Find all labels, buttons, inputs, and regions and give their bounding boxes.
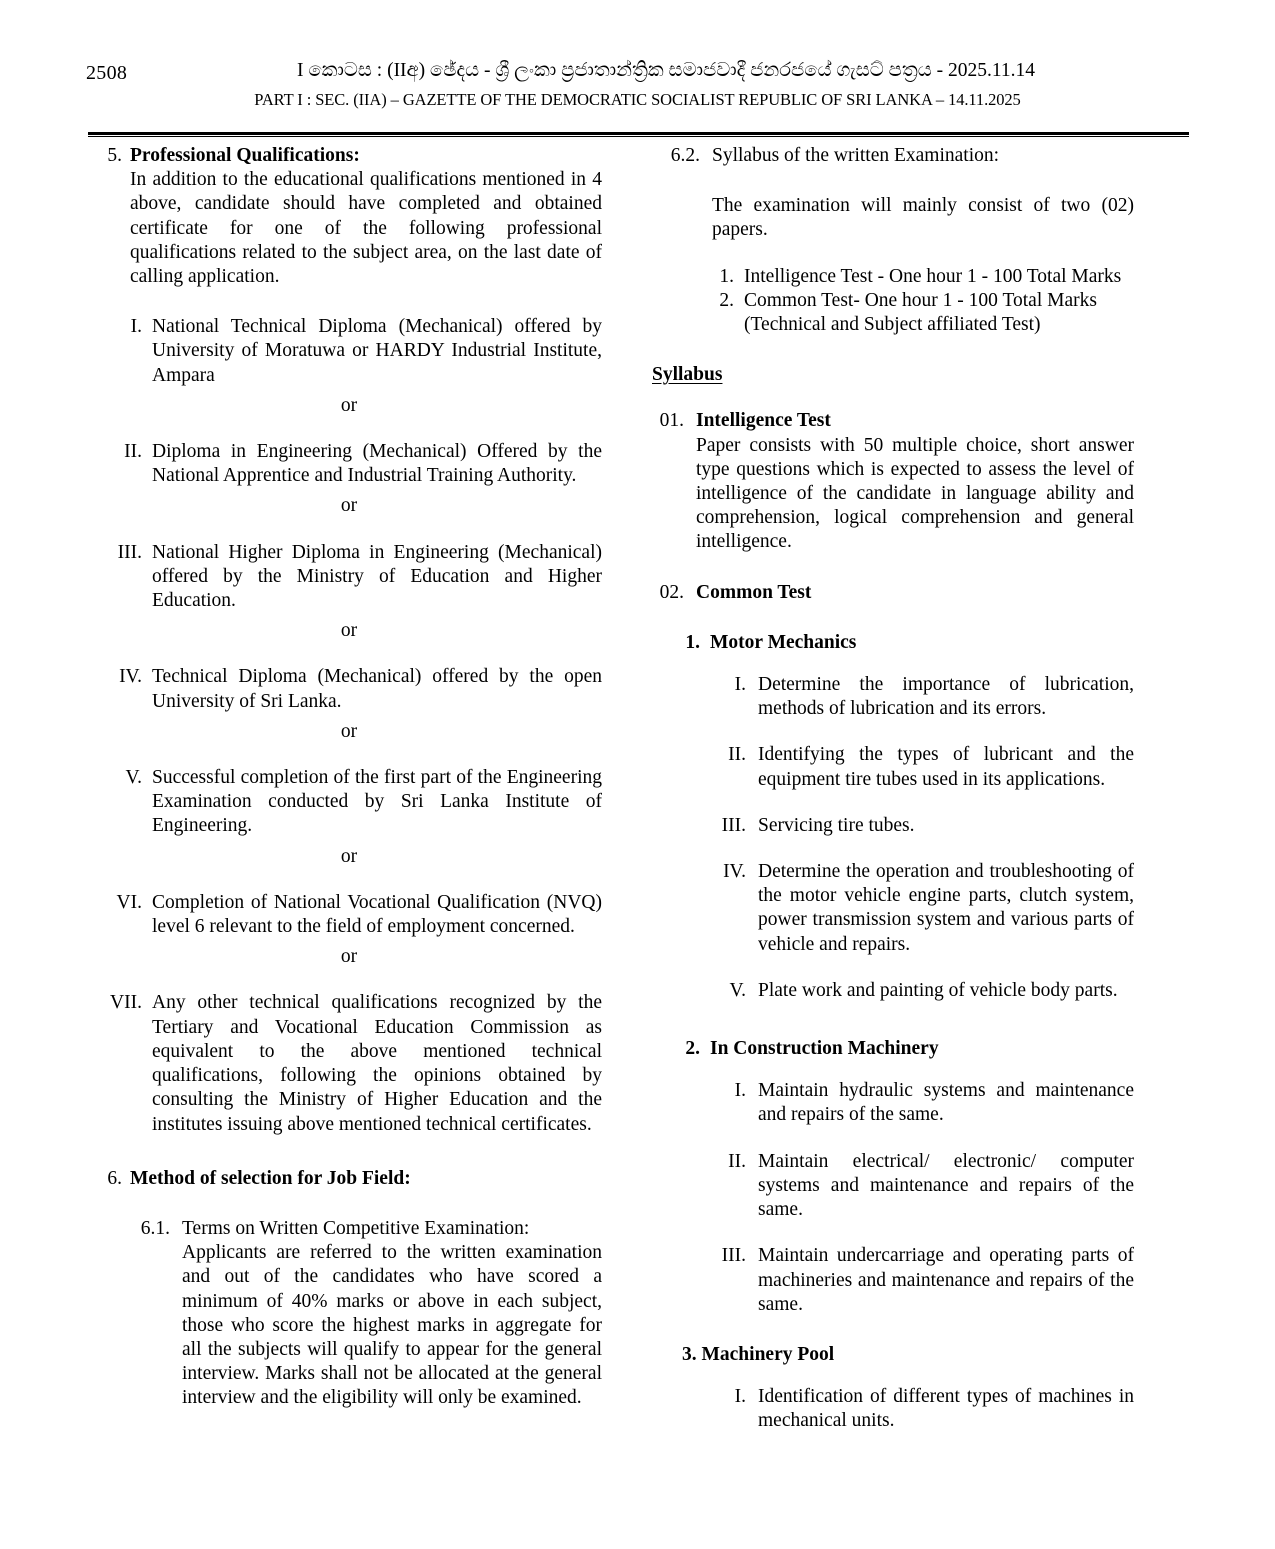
subject-topic — [704, 979, 1134, 1003]
subject-number: 1. — [685, 631, 700, 653]
syllabus-item-number: 02. — [659, 581, 684, 603]
subject-topic — [704, 860, 1134, 957]
section-6-2-heading — [652, 144, 1134, 168]
subject-heading — [682, 1343, 1134, 1367]
section-5-intro-text: In addition to the educational qualifications mentioned in 4 above, candidate should have completed and obtained certificate for one of the following professional qualifications related to the subject area, on the last date of calling application. — [130, 169, 602, 288]
qualification-marker: II. — [124, 441, 142, 463]
qualification-text: Completion of National Vocational Qualification (NVQ) level 6 relevant to the field of employment concerned. — [152, 891, 602, 938]
subject-topic-marker: I. — [734, 1080, 746, 1102]
qualification-marker: VI. — [116, 891, 142, 913]
page-header — [86, 56, 1189, 116]
subject-topic-text: Identifying the types of lubricant and the equipment tire tubes used in its applications. — [758, 744, 1134, 790]
subject-topic-text: Determine the importance of lubrication, methods of lubrication and its errors. — [758, 674, 1134, 720]
section-5-intro — [96, 168, 602, 289]
subject-topic-marker: II. — [728, 1150, 746, 1172]
section-6-1-text: Applicants are referred to the written examination and out of the candidates who have scored a minimum of 40% marks or above in each subject, those who score the highest marks in aggregate for all the subjects will qualify to appear for the general interview. Marks shall not be allocated at the general interview and the eligibility will only be examined. — [182, 1242, 602, 1409]
subject-topic — [704, 814, 1134, 838]
exam-paper-marker: 2. — [719, 289, 734, 311]
subject-topic-marker: IV. — [723, 861, 746, 883]
subject-topic-marker: I. — [734, 1386, 746, 1408]
section-6-2-intro — [652, 194, 1134, 242]
subject-number: 3. — [682, 1343, 697, 1365]
or-separator: or — [340, 620, 358, 642]
qualification-text: Successful completion of the first part of the Engineering Examination conducted by Sri Lanka Institute of Engineering. — [152, 767, 602, 837]
or-separator: or — [340, 720, 358, 742]
section-6-1-number: 6.1. — [140, 1217, 170, 1239]
qualification-item — [96, 891, 602, 939]
subject-topic-text: Identification of different types of machines in mechanical units. — [758, 1386, 1134, 1432]
subject-topic — [704, 673, 1134, 721]
syllabus-heading — [652, 363, 1134, 387]
section-6-2-intro-text: The examination will mainly consist of two (02) papers. — [712, 195, 1134, 241]
qualification-marker: VII. — [110, 992, 142, 1014]
qualification-item — [96, 991, 602, 1136]
qualification-text: National Technical Diploma (Mechanical) offered by University of Moratuwa or HARDY Industrial Institute, Ampara — [152, 316, 602, 386]
syllabus-item-body — [652, 434, 1134, 555]
section-5-heading — [96, 144, 602, 168]
qualification-marker: I. — [130, 316, 142, 338]
exam-paper-text: Intelligence Test - One hour 1 - 100 Total Marks — [744, 265, 1122, 287]
syllabus-item-title: Common Test — [696, 581, 812, 603]
left-column — [96, 144, 602, 1411]
qualification-item — [96, 766, 602, 839]
subject-topic — [704, 1244, 1134, 1317]
subject-topic-text: Maintain electrical/ electronic/ computer systems and maintenance and repairs of the same. — [758, 1150, 1134, 1221]
exam-paper-text: Common Test- One hour 1 - 100 Total Marks (Technical and Subject affiliated Test) — [744, 289, 1097, 336]
exam-paper-marker: 1. — [719, 265, 734, 287]
subject-heading — [682, 631, 1134, 655]
subject-title: In Construction Machinery — [710, 1038, 939, 1060]
section-6-1-heading — [122, 1217, 602, 1241]
header-english-title: PART I : SEC. (IIA) – GAZETTE OF THE DEMOCRATIC SOCIALIST REPUBLIC OF SRI LANKA – 14.11.2025 — [254, 90, 1021, 109]
syllabus-item-number: 01. — [659, 410, 684, 432]
qualification-text: Technical Diploma (Mechanical) offered by the open University of Sri Lanka. — [152, 666, 602, 712]
qualification-item — [96, 315, 602, 388]
qualification-item — [96, 665, 602, 713]
section-6-1-title: Terms on Written Competitive Examination: — [182, 1217, 530, 1239]
section-5-title: Professional Qualifications: — [130, 145, 360, 166]
syllabus-item-heading — [652, 409, 1134, 433]
subject-topic — [704, 743, 1134, 791]
exam-paper-item — [712, 289, 1134, 337]
or-separator: or — [340, 946, 358, 968]
syllabus-item-text: Paper consists with 50 multiple choice, short answer type questions which is expected to assess the level of intelligence of the candidate in language ability and comprehension, logical comprehension and general intelligence. — [696, 434, 1134, 553]
subject-topic-marker: III. — [721, 1245, 746, 1267]
subject-topic-text: Determine the operation and troubleshooting of the motor vehicle engine parts, clutch system, power transmission system and various parts of vehicle and repairs. — [758, 861, 1134, 955]
subject-title: Machinery Pool — [701, 1343, 835, 1365]
subject-topic-marker: III. — [721, 814, 746, 836]
section-6-heading — [96, 1167, 602, 1191]
syllabus-heading-text: Syllabus — [652, 364, 723, 386]
header-row-english — [86, 90, 1189, 116]
header-divider-rule — [88, 132, 1189, 137]
qualification-text: Any other technical qualifications recognized by the Tertiary and Vocational Education Commission as equivalent to the above mentioned technical qualifications, following the opinions obtained by consulting the Ministry of Higher Education and the institutes issuing above mentioned technical certificates. — [152, 992, 602, 1135]
subject-topic-text: Servicing tire tubes. — [758, 814, 915, 836]
qualification-marker: V. — [125, 767, 142, 789]
section-6-title: Method of selection for Job Field: — [130, 1167, 411, 1189]
right-column — [652, 144, 1134, 1434]
subject-topic-marker: II. — [728, 744, 746, 766]
header-sinhala-title: I කොටස : (IIඅ) ඡේදය - ශ්‍රී ලංකා ප්‍රජාතාන්ත්‍රික සමාජවාදී ජනරජයේ ගැසට් පත්‍රය - 2025.11.14 — [296, 60, 1036, 81]
qualification-marker: IV. — [119, 666, 142, 688]
header-row-sinhala — [86, 56, 1189, 90]
section-6-number: 6. — [107, 1167, 122, 1189]
subject-topic — [704, 1150, 1134, 1223]
section-5-number: 5. — [107, 145, 122, 166]
or-separator: or — [340, 394, 358, 416]
qualification-item — [96, 541, 602, 614]
subject-title: Motor Mechanics — [710, 631, 857, 653]
or-separator: or — [340, 495, 358, 517]
qualification-text: Diploma in Engineering (Mechanical) Offered by the National Apprentice and Industrial Training Authority. — [152, 441, 602, 487]
qualification-marker: III. — [117, 541, 142, 563]
syllabus-item-title: Intelligence Test — [696, 410, 831, 432]
subject-topic-marker: I. — [734, 674, 746, 696]
subject-topic-text: Plate work and painting of vehicle body parts. — [758, 979, 1118, 1001]
section-6-2-number: 6.2. — [670, 145, 700, 166]
exam-papers-list — [712, 265, 1134, 338]
subject-number: 2. — [685, 1038, 700, 1060]
exam-paper-item — [712, 265, 1134, 289]
subject-topic-marker: V. — [729, 979, 746, 1001]
syllabus-item-heading — [652, 581, 1134, 605]
section-6-1-body — [122, 1241, 602, 1410]
subject-topic — [704, 1079, 1134, 1127]
qualification-item — [96, 440, 602, 488]
or-separator: or — [340, 845, 358, 867]
page-number: 2508 — [86, 62, 128, 84]
subject-topic — [704, 1385, 1134, 1433]
subject-heading — [682, 1037, 1134, 1061]
subject-topic-text: Maintain hydraulic systems and maintenance and repairs of the same. — [758, 1080, 1134, 1126]
section-6-2-title: Syllabus of the written Examination: — [712, 145, 1000, 166]
qualification-text: National Higher Diploma in Engineering (Mechanical) offered by the Ministry of Education and Higher Education. — [152, 541, 602, 612]
subject-topic-text: Maintain undercarriage and operating parts of machineries and maintenance and repairs of the same. — [758, 1245, 1134, 1315]
